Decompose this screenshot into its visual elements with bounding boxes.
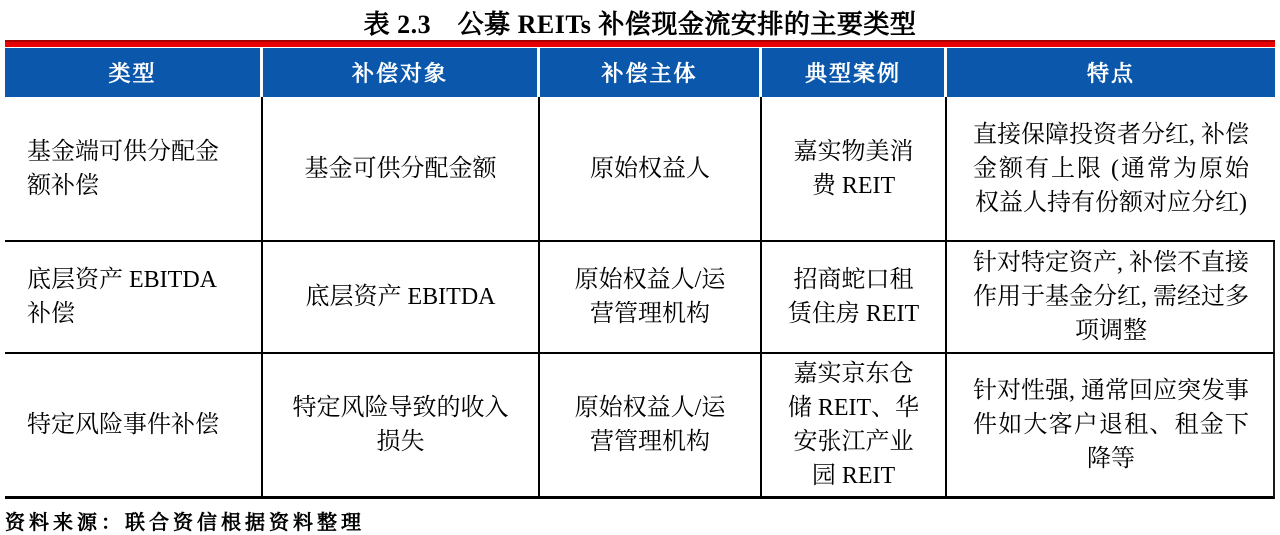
cell-target (263, 97, 540, 240)
cell-case (762, 97, 947, 240)
table-row (5, 354, 1275, 499)
column-header-subject: 补偿主体 (540, 48, 762, 97)
cell-text: 基金可供分配金额 (304, 155, 497, 182)
data-source-note: 资料来源：联合资信根据资料整理 (5, 512, 365, 534)
cell-text: 直接保障投资者分红, 补偿金额有上限 (通常为原始权益人持有份额对应分红) (973, 121, 1249, 216)
column-header-type: 类型 (5, 48, 263, 97)
cell-text: 底层资产 EBITDA (305, 284, 496, 310)
cell-type (5, 354, 263, 496)
table-row (5, 242, 1275, 354)
cell-case (762, 242, 947, 352)
cell-target (263, 242, 540, 352)
red-accent-bar (5, 40, 1275, 47)
cell-case (762, 354, 947, 496)
cell-features (947, 97, 1275, 240)
cell-features (947, 354, 1275, 496)
cell-type (5, 97, 263, 240)
table-header-row (5, 48, 1275, 97)
table-row (5, 97, 1275, 242)
column-header-target: 补偿对象 (263, 48, 540, 97)
reits-compensation-table (5, 48, 1275, 499)
cell-text: 嘉实物美消费 REIT (793, 138, 914, 199)
cell-features (947, 242, 1275, 352)
cell-text: 招商蛇口租赁住房 REIT (787, 267, 920, 327)
cell-text: 嘉实京东仓储 REIT、华安张江产业园 REIT (787, 361, 920, 489)
cell-subject (540, 354, 762, 496)
cell-text: 特定风险导致的收入损失 (292, 395, 509, 455)
cell-subject (540, 97, 762, 240)
cell-type (5, 242, 263, 352)
cell-text: 针对特定资产, 补偿不直接作用于基金分红, 需经过多项调整 (973, 250, 1249, 344)
cell-text: 特定风险事件补偿 (27, 412, 219, 438)
table-title: 表 2.3 公募 REITs 补偿现金流安排的主要类型 (363, 9, 917, 39)
cell-subject (540, 242, 762, 352)
cell-target (263, 354, 540, 496)
cell-text: 底层资产 EBITDA 补偿 (27, 267, 216, 327)
cell-text: 原始权益人 (590, 155, 710, 182)
cell-text: 针对性强, 通常回应突发事件如大客户退租、租金下降等 (973, 378, 1249, 472)
cell-text: 基金端可供分配金额补偿 (27, 138, 219, 199)
column-header-case: 典型案例 (762, 48, 947, 97)
cell-text: 原始权益人/运营管理机构 (574, 395, 726, 455)
column-header-features: 特点 (947, 48, 1275, 97)
cell-text: 原始权益人/运营管理机构 (574, 267, 726, 327)
